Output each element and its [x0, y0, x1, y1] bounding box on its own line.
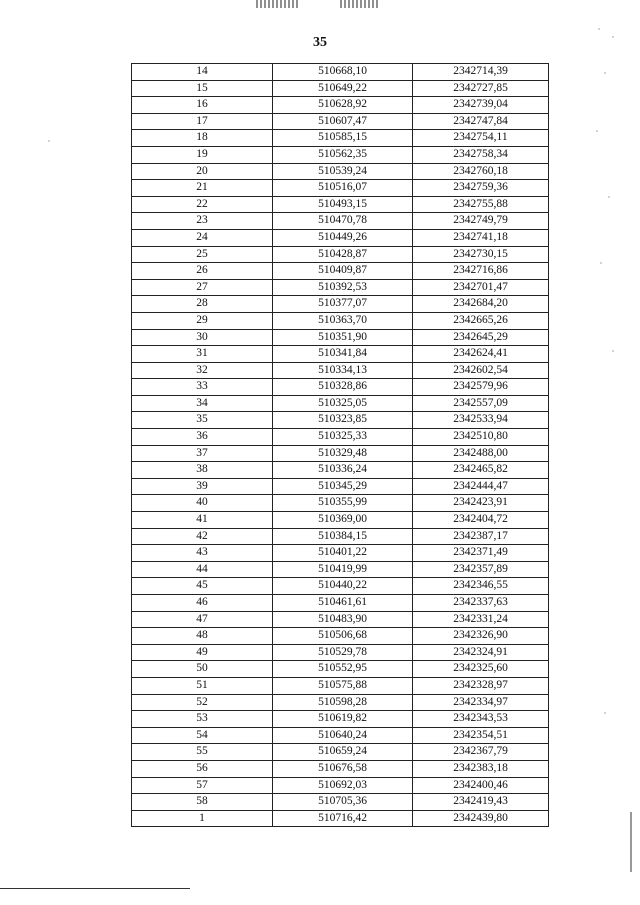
table-row	[132, 346, 549, 363]
table-row	[132, 64, 549, 81]
x-coordinate-cell: 510377,07	[273, 296, 413, 313]
x-coordinate-cell: 510428,87	[273, 246, 413, 263]
table-row	[132, 810, 549, 827]
point-number-cell: 25	[132, 246, 273, 263]
point-number-cell: 37	[132, 445, 273, 462]
x-coordinate-cell: 510325,33	[273, 429, 413, 446]
x-coordinate-cell: 510419,99	[273, 561, 413, 578]
y-coordinate-cell: 2342755,88	[413, 196, 549, 213]
y-coordinate-cell: 2342684,20	[413, 296, 549, 313]
x-coordinate-cell: 510461,61	[273, 595, 413, 612]
table-row	[132, 677, 549, 694]
x-coordinate-cell: 510440,22	[273, 578, 413, 595]
y-coordinate-cell: 2342714,39	[413, 64, 549, 81]
point-number-cell: 34	[132, 395, 273, 412]
y-coordinate-cell: 2342343,53	[413, 711, 549, 728]
page-number: 35	[313, 35, 327, 50]
point-number-cell: 24	[132, 229, 273, 246]
x-coordinate-cell: 510676,58	[273, 760, 413, 777]
x-coordinate-cell: 510392,53	[273, 279, 413, 296]
scan-speck	[48, 140, 50, 142]
y-coordinate-cell: 2342383,18	[413, 760, 549, 777]
point-number-cell: 30	[132, 329, 273, 346]
y-coordinate-cell: 2342357,89	[413, 561, 549, 578]
scan-speck	[598, 28, 600, 30]
point-number-cell: 14	[132, 64, 273, 81]
table-row	[132, 727, 549, 744]
point-number-cell: 50	[132, 661, 273, 678]
point-number-cell: 20	[132, 163, 273, 180]
point-number-cell: 58	[132, 794, 273, 811]
table-row	[132, 97, 549, 114]
footer-rule	[0, 888, 190, 889]
x-coordinate-cell: 510401,22	[273, 545, 413, 562]
table-row	[132, 246, 549, 263]
table-row	[132, 794, 549, 811]
point-number-cell: 45	[132, 578, 273, 595]
point-number-cell: 54	[132, 727, 273, 744]
x-coordinate-cell: 510483,90	[273, 611, 413, 628]
table-row	[132, 329, 549, 346]
point-number-cell: 42	[132, 528, 273, 545]
scan-artifact-mark	[256, 0, 300, 8]
table-row	[132, 611, 549, 628]
x-coordinate-cell: 510668,10	[273, 64, 413, 81]
x-coordinate-cell: 510336,24	[273, 462, 413, 479]
y-coordinate-cell: 2342334,97	[413, 694, 549, 711]
y-coordinate-cell: 2342727,85	[413, 80, 549, 97]
y-coordinate-cell: 2342404,72	[413, 512, 549, 529]
table-row	[132, 495, 549, 512]
table-row	[132, 180, 549, 197]
y-coordinate-cell: 2342326,90	[413, 628, 549, 645]
x-coordinate-cell: 510351,90	[273, 329, 413, 346]
point-number-cell: 38	[132, 462, 273, 479]
table-row	[132, 578, 549, 595]
x-coordinate-cell: 510329,48	[273, 445, 413, 462]
table-row	[132, 545, 549, 562]
y-coordinate-cell: 2342444,47	[413, 478, 549, 495]
point-number-cell: 21	[132, 180, 273, 197]
y-coordinate-cell: 2342730,15	[413, 246, 549, 263]
scan-speck	[604, 712, 606, 714]
table-row	[132, 760, 549, 777]
table-row	[132, 628, 549, 645]
point-number-cell: 16	[132, 97, 273, 114]
table-row	[132, 462, 549, 479]
point-number-cell: 57	[132, 777, 273, 794]
scan-speck	[612, 350, 614, 352]
x-coordinate-cell: 510705,36	[273, 794, 413, 811]
y-coordinate-cell: 2342701,47	[413, 279, 549, 296]
y-coordinate-cell: 2342754,11	[413, 130, 549, 147]
y-coordinate-cell: 2342371,49	[413, 545, 549, 562]
scan-speck	[608, 196, 610, 198]
table-row	[132, 229, 549, 246]
y-coordinate-cell: 2342759,36	[413, 180, 549, 197]
table-row	[132, 694, 549, 711]
table-row	[132, 561, 549, 578]
x-coordinate-cell: 510409,87	[273, 263, 413, 280]
y-coordinate-cell: 2342741,18	[413, 229, 549, 246]
x-coordinate-cell: 510607,47	[273, 113, 413, 130]
point-number-cell: 55	[132, 744, 273, 761]
table-row	[132, 263, 549, 280]
y-coordinate-cell: 2342400,46	[413, 777, 549, 794]
table-row	[132, 478, 549, 495]
x-coordinate-cell: 510355,99	[273, 495, 413, 512]
point-number-cell: 41	[132, 512, 273, 529]
table-row	[132, 146, 549, 163]
x-coordinate-cell: 510325,05	[273, 395, 413, 412]
y-coordinate-cell: 2342324,91	[413, 644, 549, 661]
x-coordinate-cell: 510493,15	[273, 196, 413, 213]
point-number-cell: 15	[132, 80, 273, 97]
y-coordinate-cell: 2342739,04	[413, 97, 549, 114]
x-coordinate-cell: 510449,26	[273, 229, 413, 246]
x-coordinate-cell: 510328,86	[273, 379, 413, 396]
y-coordinate-cell: 2342367,79	[413, 744, 549, 761]
point-number-cell: 43	[132, 545, 273, 562]
x-coordinate-cell: 510323,85	[273, 412, 413, 429]
point-number-cell: 27	[132, 279, 273, 296]
table-row	[132, 528, 549, 545]
point-number-cell: 29	[132, 312, 273, 329]
y-coordinate-cell: 2342354,51	[413, 727, 549, 744]
x-coordinate-cell: 510363,70	[273, 312, 413, 329]
x-coordinate-cell: 510506,68	[273, 628, 413, 645]
y-coordinate-cell: 2342439,80	[413, 810, 549, 827]
table-row	[132, 362, 549, 379]
point-number-cell: 22	[132, 196, 273, 213]
point-number-cell: 23	[132, 213, 273, 230]
point-number-cell: 52	[132, 694, 273, 711]
coordinates-table	[131, 63, 549, 827]
y-coordinate-cell: 2342624,41	[413, 346, 549, 363]
x-coordinate-cell: 510516,07	[273, 180, 413, 197]
point-number-cell: 36	[132, 429, 273, 446]
point-number-cell: 31	[132, 346, 273, 363]
scan-edge-mark	[630, 812, 632, 872]
x-coordinate-cell: 510640,24	[273, 727, 413, 744]
x-coordinate-cell: 510628,92	[273, 97, 413, 114]
table-row	[132, 279, 549, 296]
point-number-cell: 28	[132, 296, 273, 313]
point-number-cell: 40	[132, 495, 273, 512]
y-coordinate-cell: 2342747,84	[413, 113, 549, 130]
y-coordinate-cell: 2342760,18	[413, 163, 549, 180]
x-coordinate-cell: 510369,00	[273, 512, 413, 529]
point-number-cell: 49	[132, 644, 273, 661]
point-number-cell: 26	[132, 263, 273, 280]
x-coordinate-cell: 510692,03	[273, 777, 413, 794]
x-coordinate-cell: 510619,82	[273, 711, 413, 728]
table-row	[132, 595, 549, 612]
y-coordinate-cell: 2342557,09	[413, 395, 549, 412]
x-coordinate-cell: 510649,22	[273, 80, 413, 97]
x-coordinate-cell: 510659,24	[273, 744, 413, 761]
point-number-cell: 46	[132, 595, 273, 612]
table-row	[132, 777, 549, 794]
y-coordinate-cell: 2342419,43	[413, 794, 549, 811]
point-number-cell: 44	[132, 561, 273, 578]
y-coordinate-cell: 2342510,80	[413, 429, 549, 446]
x-coordinate-cell: 510341,84	[273, 346, 413, 363]
x-coordinate-cell: 510539,24	[273, 163, 413, 180]
table-row	[132, 80, 549, 97]
point-number-cell: 48	[132, 628, 273, 645]
y-coordinate-cell: 2342602,54	[413, 362, 549, 379]
y-coordinate-cell: 2342331,24	[413, 611, 549, 628]
table-row	[132, 744, 549, 761]
table-row	[132, 379, 549, 396]
y-coordinate-cell: 2342665,26	[413, 312, 549, 329]
table-row	[132, 644, 549, 661]
scan-speck	[596, 130, 598, 132]
table-row	[132, 429, 549, 446]
scan-artifact-mark	[340, 0, 380, 8]
point-number-cell: 1	[132, 810, 273, 827]
y-coordinate-cell: 2342749,79	[413, 213, 549, 230]
x-coordinate-cell: 510716,42	[273, 810, 413, 827]
x-coordinate-cell: 510598,28	[273, 694, 413, 711]
y-coordinate-cell: 2342346,55	[413, 578, 549, 595]
x-coordinate-cell: 510575,88	[273, 677, 413, 694]
table-row	[132, 445, 549, 462]
table-row	[132, 113, 549, 130]
table-row	[132, 130, 549, 147]
y-coordinate-cell: 2342465,82	[413, 462, 549, 479]
point-number-cell: 51	[132, 677, 273, 694]
x-coordinate-cell: 510562,35	[273, 146, 413, 163]
y-coordinate-cell: 2342645,29	[413, 329, 549, 346]
point-number-cell: 33	[132, 379, 273, 396]
x-coordinate-cell: 510334,13	[273, 362, 413, 379]
x-coordinate-cell: 510529,78	[273, 644, 413, 661]
table-row	[132, 512, 549, 529]
point-number-cell: 56	[132, 760, 273, 777]
y-coordinate-cell: 2342423,91	[413, 495, 549, 512]
table-row	[132, 412, 549, 429]
x-coordinate-cell: 510552,95	[273, 661, 413, 678]
point-number-cell: 19	[132, 146, 273, 163]
x-coordinate-cell: 510345,29	[273, 478, 413, 495]
y-coordinate-cell: 2342758,34	[413, 146, 549, 163]
table-row	[132, 196, 549, 213]
table-row	[132, 395, 549, 412]
y-coordinate-cell: 2342488,00	[413, 445, 549, 462]
x-coordinate-cell: 510384,15	[273, 528, 413, 545]
point-number-cell: 18	[132, 130, 273, 147]
point-number-cell: 53	[132, 711, 273, 728]
y-coordinate-cell: 2342579,96	[413, 379, 549, 396]
point-number-cell: 39	[132, 478, 273, 495]
table-row	[132, 213, 549, 230]
point-number-cell: 17	[132, 113, 273, 130]
point-number-cell: 47	[132, 611, 273, 628]
y-coordinate-cell: 2342716,86	[413, 263, 549, 280]
table-row	[132, 296, 549, 313]
scan-speck	[600, 262, 602, 264]
point-number-cell: 35	[132, 412, 273, 429]
scan-speck	[604, 72, 606, 74]
y-coordinate-cell: 2342387,17	[413, 528, 549, 545]
y-coordinate-cell: 2342533,94	[413, 412, 549, 429]
y-coordinate-cell: 2342328,97	[413, 677, 549, 694]
point-number-cell: 32	[132, 362, 273, 379]
y-coordinate-cell: 2342325,60	[413, 661, 549, 678]
y-coordinate-cell: 2342337,63	[413, 595, 549, 612]
table-row	[132, 661, 549, 678]
table-row	[132, 163, 549, 180]
table-row	[132, 711, 549, 728]
x-coordinate-cell: 510585,15	[273, 130, 413, 147]
table-row	[132, 312, 549, 329]
coordinates-table-body	[132, 64, 549, 827]
x-coordinate-cell: 510470,78	[273, 213, 413, 230]
